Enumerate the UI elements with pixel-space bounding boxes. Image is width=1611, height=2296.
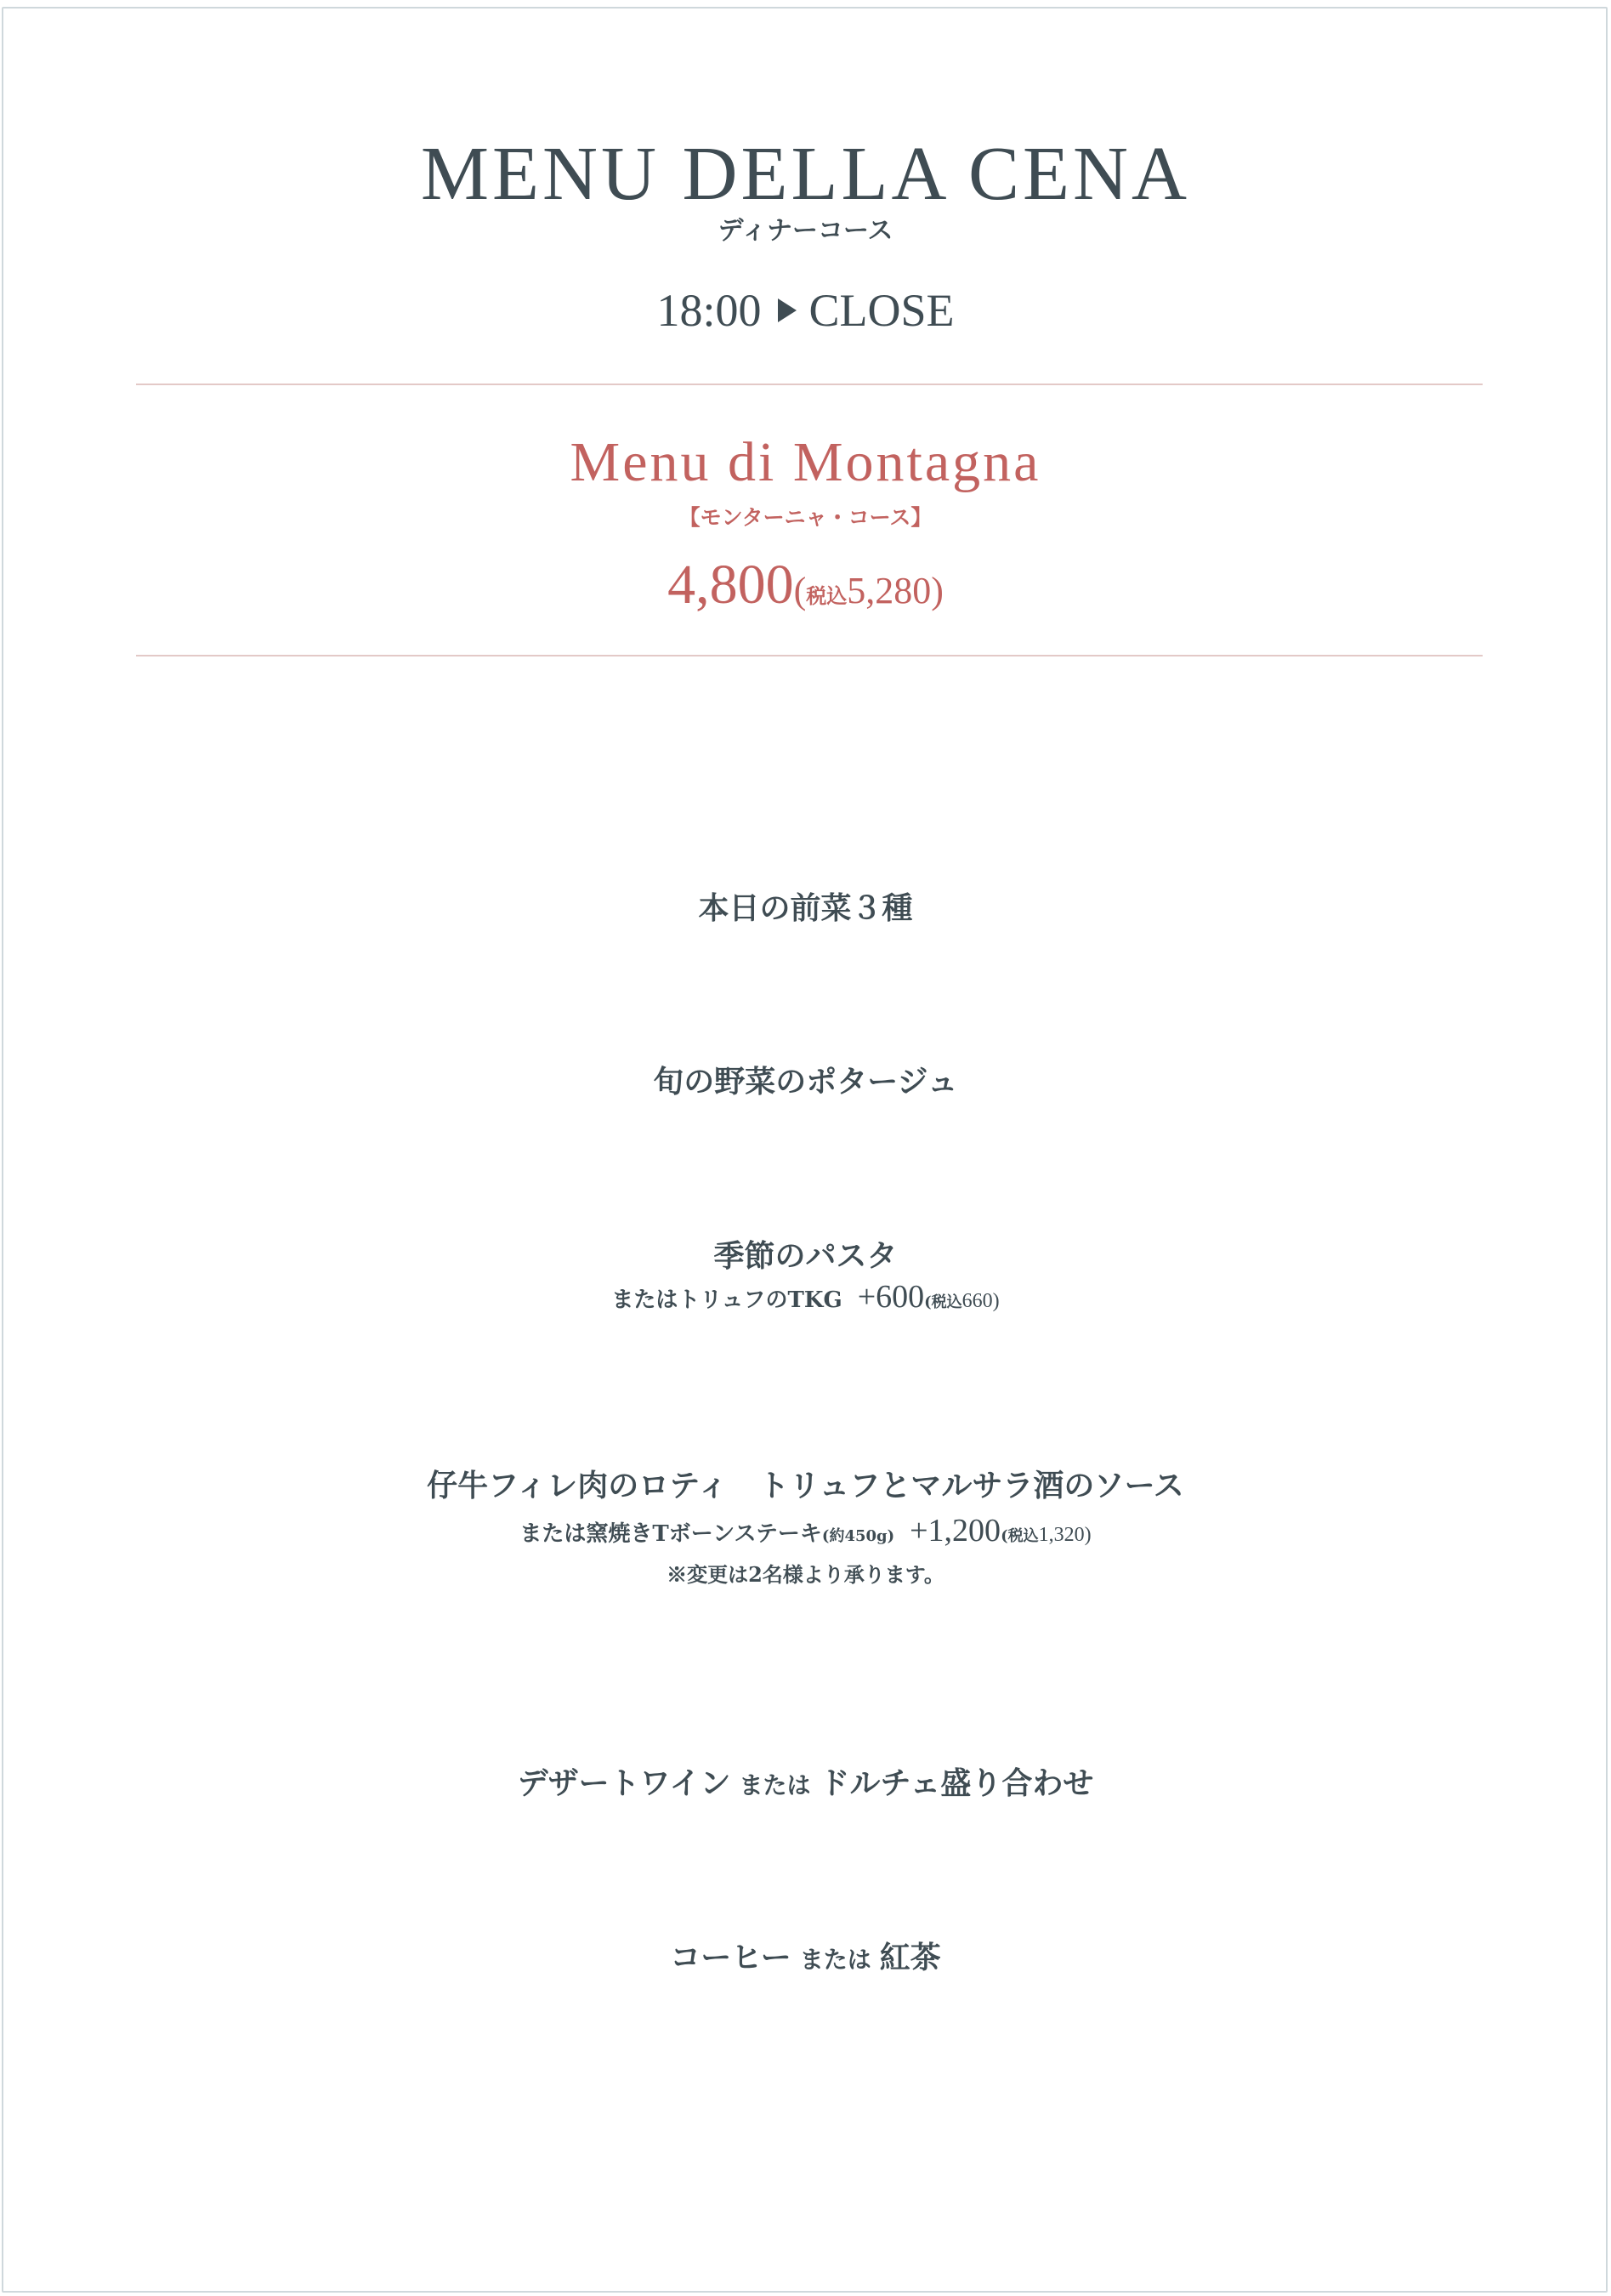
menu-subtitle: ディナーコース xyxy=(718,216,893,246)
main-surcharge-tax-label: (税込 xyxy=(1001,1527,1039,1545)
main-surcharge: +1,200 xyxy=(910,1513,1001,1549)
course-price xyxy=(0,551,1611,634)
dessert-wine: デザートワイン xyxy=(517,1765,731,1801)
dessert-or: または xyxy=(739,1771,811,1799)
price-paren-close: ) xyxy=(931,570,944,611)
hours-end: CLOSE xyxy=(808,285,955,336)
pasta-surcharge-tax-label: (税込 xyxy=(924,1293,962,1311)
drink-coffee: コーヒー xyxy=(670,1940,791,1975)
price-with-tax: 5,280 xyxy=(847,570,932,611)
main-change-note: ※変更は2名様より承ります。 xyxy=(667,1562,944,1587)
course-subtitle: 【モンターニャ・コース】 xyxy=(678,505,933,530)
dolce-platter: ドルチェ盛り合わせ xyxy=(819,1765,1094,1801)
pasta-option-label: またはトリュフのTKG xyxy=(611,1287,842,1313)
pasta-option xyxy=(0,1280,1611,1320)
menu-title: MENU DELLA CENA xyxy=(421,132,1190,216)
divider-top xyxy=(136,384,1483,385)
divider-bottom xyxy=(136,655,1483,656)
hours-start: 18:00 xyxy=(656,285,762,336)
service-hours xyxy=(0,281,1611,340)
course-name: Menu di Montagna xyxy=(570,431,1041,493)
drink-or: または xyxy=(799,1946,871,1974)
main-surcharge-tax: 1,320) xyxy=(1038,1524,1092,1546)
tax-included-label: 税込 xyxy=(806,586,848,608)
drink-tea: 紅茶 xyxy=(879,1940,941,1975)
menu-item-dessert xyxy=(0,1762,1611,1807)
menu-item-drink xyxy=(0,1936,1611,1981)
price-value: 4,800 xyxy=(667,554,794,616)
menu-item-main: 仔牛フィレ肉のロティ トリュフとマルサラ酒のソース xyxy=(427,1468,1184,1503)
play-icon xyxy=(778,298,797,322)
main-option-label: または窯焼きTボーンステーキ xyxy=(519,1521,822,1547)
menu-item-soup: 旬の野菜のポタージュ xyxy=(653,1064,958,1100)
pasta-surcharge: +600 xyxy=(857,1279,925,1315)
main-option xyxy=(0,1514,1611,1554)
main-option-weight: (約450g) xyxy=(821,1527,895,1545)
menu-item-pasta: 季節のパスタ xyxy=(713,1238,898,1274)
pasta-surcharge-tax: 660) xyxy=(961,1290,1000,1312)
menu-item-appetizer: 本日の前菜３種 xyxy=(698,890,913,926)
price-paren-open: ( xyxy=(793,570,807,611)
